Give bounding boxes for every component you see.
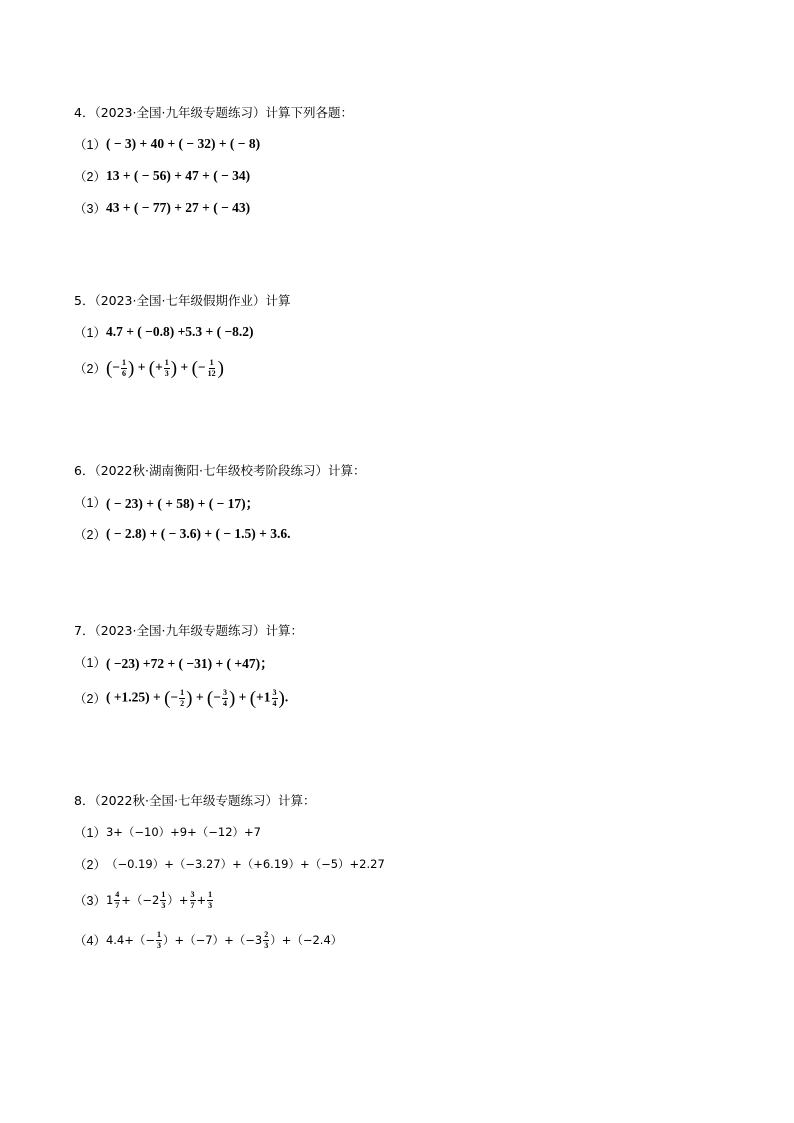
item-expression: 4.7 + ( −0.8) +5.3 + ( −8.2) (105, 324, 254, 339)
item-label: （2） (74, 528, 106, 542)
item-label: （1） (74, 496, 106, 510)
problem-5-item-2 (74, 348, 290, 388)
item-expression: ( − 3) + 40 + ( − 32) + ( − 8) (105, 136, 261, 151)
problem-8-item-4 (74, 920, 385, 960)
item-expression: 1 $\frac{4}{7}$ +（−2 $\frac{1}{3}$ ）+ $\frac{3}{7}$ + $\frac{1}{3}$ (105, 889, 213, 910)
problem-8-item-2 (74, 848, 385, 880)
problem-4-item-2 (74, 160, 353, 192)
problem-7-item-2 (74, 678, 303, 718)
item-expression: (− $\frac{1}{6}$ ) + (+ $\frac{1}{3}$ ) + (− $\frac{1}{12}$ ) (105, 357, 224, 379)
item-label: （1） (74, 826, 106, 840)
item-label: （1） (74, 138, 106, 152)
problem-4-title: 4．（2023·全国·九年级专题练习）计算下列各题： (74, 105, 353, 120)
item-expression: 4.4+（− $\frac{1}{3}$ ）+（−7）+（−3 $\frac{2}{3}$ ）+（−2.4） (105, 929, 343, 950)
problem-4 (74, 96, 353, 224)
problem-4-item-3 (74, 192, 353, 224)
item-expression: 43 + ( − 77) + 27 + ( − 43) (105, 200, 251, 215)
item-label: （1） (74, 656, 106, 670)
problem-7-item-1 (74, 646, 303, 678)
item-expression: ( − 2.8) + ( − 3.6) + ( − 1.5) + 3.6. (105, 526, 291, 541)
problem-7-title: 7．（2023·全国·九年级专题练习）计算： (74, 623, 303, 638)
item-label: （2） (74, 692, 106, 706)
item-expression: （−0.19）+（−3.27）+（+6.19）+（−5）+2.27 (105, 857, 385, 871)
item-label: （2） (74, 362, 106, 376)
problem-6-title: 6．（2022秋·湖南衡阳·七年级校考阶段练习）计算： (74, 463, 366, 478)
item-label: （2） (74, 170, 106, 184)
item-label: （2） (74, 858, 106, 872)
problem-5-item-1 (74, 316, 290, 348)
problem-8-title: 8．（2022秋·全国·七年级专题练习）计算： (74, 793, 316, 808)
problem-7 (74, 614, 303, 718)
item-expression: 3+（−10）+9+（−12）+7 (105, 825, 261, 839)
item-expression: ( +1.25) + (− $\frac{1}{2}$ ) + (− $\frac{3}{4}$ ) + (+1 $\frac{3}{4}$ ). (105, 687, 289, 709)
item-expression: 13 + ( − 56) + 47 + ( − 34) (105, 168, 251, 183)
item-label: （3） (74, 894, 106, 908)
item-label: （1） (74, 326, 106, 340)
problem-8 (74, 784, 385, 960)
problem-8-item-1 (74, 816, 385, 848)
problem-6-item-1 (74, 486, 365, 518)
problem-6-item-2 (74, 518, 365, 550)
problem-6 (74, 454, 365, 550)
problem-4-item-1 (74, 128, 353, 160)
problem-5-title: 5．（2023·全国·七年级假期作业）计算 (74, 293, 291, 308)
item-expression: ( − 23) + ( + 58) + ( − 17)； (105, 496, 260, 511)
item-expression: ( −23) +72 + ( −31) + ( +47)； (105, 656, 274, 671)
problem-5 (74, 284, 290, 388)
problem-8-item-3 (74, 880, 385, 920)
item-label: （3） (74, 202, 106, 216)
item-label: （4） (74, 934, 106, 948)
